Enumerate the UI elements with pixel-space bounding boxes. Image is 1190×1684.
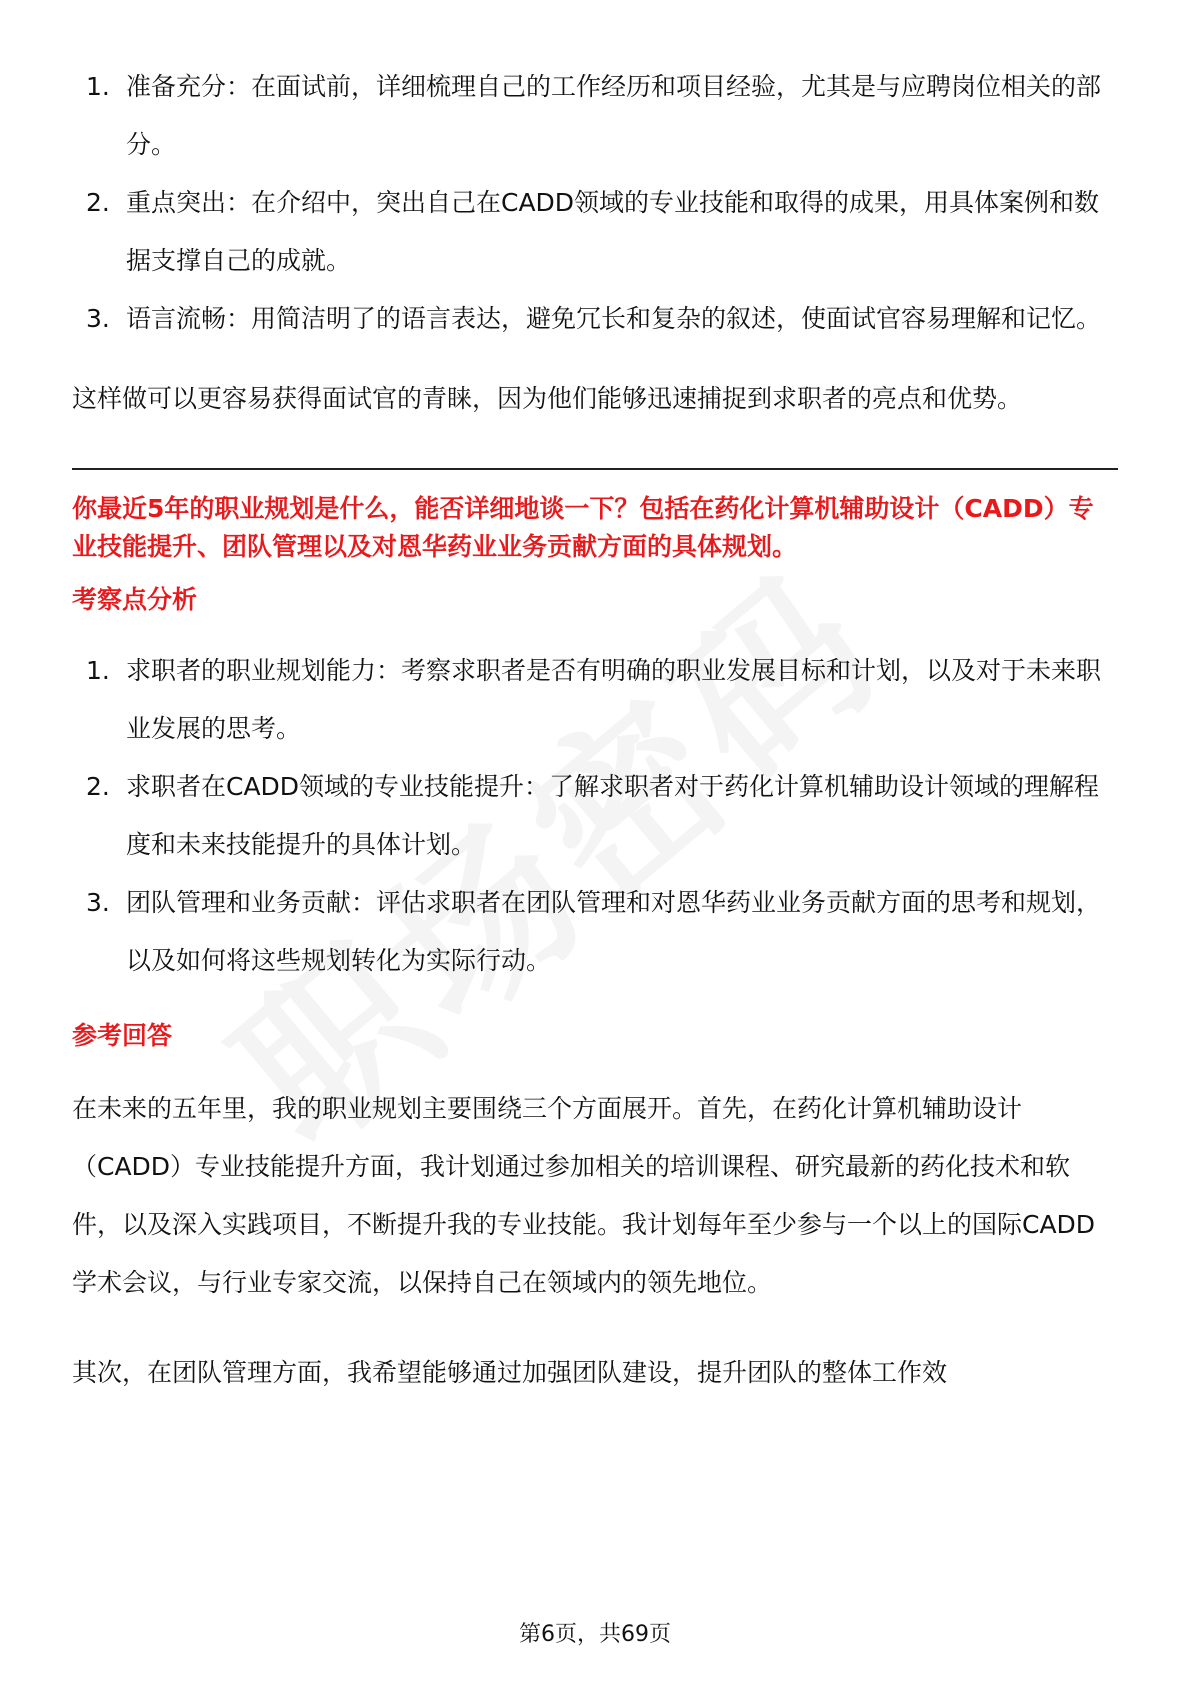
question-heading: 你最近5年的职业规划是什么，能否详细地谈一下？包括在药化计算机辅助设计（CADD）专业技能提升、团队管理以及对恩华药业业务贡献方面的具体规划。 xyxy=(72,494,1094,561)
list-item xyxy=(72,874,1118,990)
list-item-text: 语言流畅：用简洁明了的语言表达，避免冗长和复杂的叙述，使面试官容易理解和记忆。 xyxy=(126,304,1102,333)
list-item-text: 团队管理和业务贡献：评估求职者在团队管理和对恩华药业业务贡献方面的思考和规划，以及如何将这些规划转化为实际行动。 xyxy=(126,888,1102,975)
page-number: 第6页，共69页 xyxy=(519,1622,671,1647)
list-number: 2. xyxy=(86,188,110,217)
list-item xyxy=(72,58,1118,174)
list-number: 1. xyxy=(86,656,110,685)
list-item-text: 求职者的职业规划能力：考察求职者是否有明确的职业发展目标和计划，以及对于未来职业发展的思考。 xyxy=(126,656,1102,743)
tips-list xyxy=(72,58,1118,348)
list-item xyxy=(72,642,1118,758)
answer-paragraph: 在未来的五年里，我的职业规划主要围绕三个方面展开。首先，在药化计算机辅助设计（CADD）专业技能提升方面，我计划通过参加相关的培训课程、研究最新的药化技术和软件，以及深入实践项目，不断提升我的专业技能。我计划每年至少参与一个以上的国际CADD学术会议，与行业专家交流，以保持自己在领域内的领先地位。 xyxy=(72,1094,1096,1297)
page-content xyxy=(72,58,1118,1402)
list-number: 2. xyxy=(86,772,110,801)
list-number: 3. xyxy=(86,304,110,333)
list-number: 1. xyxy=(86,72,110,101)
analysis-heading: 考察点分析 xyxy=(72,585,198,614)
analysis-list xyxy=(72,642,1118,990)
list-item-text: 准备充分：在面试前，详细梳理自己的工作经历和项目经验，尤其是与应聘岗位相关的部分。 xyxy=(126,72,1102,159)
answer-paragraph: 其次，在团队管理方面，我希望能够通过加强团队建设，提升团队的整体工作效 xyxy=(72,1358,948,1387)
list-item-text: 求职者在CADD领域的专业技能提升：了解求职者对于药化计算机辅助设计领域的理解程度和未来技能提升的具体计划。 xyxy=(126,772,1100,859)
list-item xyxy=(72,290,1118,348)
summary-paragraph: 这样做可以更容易获得面试官的青睐，因为他们能够迅速捕捉到求职者的亮点和优势。 xyxy=(72,384,1023,413)
list-number: 3. xyxy=(86,888,110,917)
list-item-text: 重点突出：在介绍中，突出自己在CADD领域的专业技能和取得的成果，用具体案例和数据支撑自己的成就。 xyxy=(126,188,1100,275)
list-item xyxy=(72,174,1118,290)
list-item xyxy=(72,758,1118,874)
answer-heading: 参考回答 xyxy=(72,1021,173,1050)
